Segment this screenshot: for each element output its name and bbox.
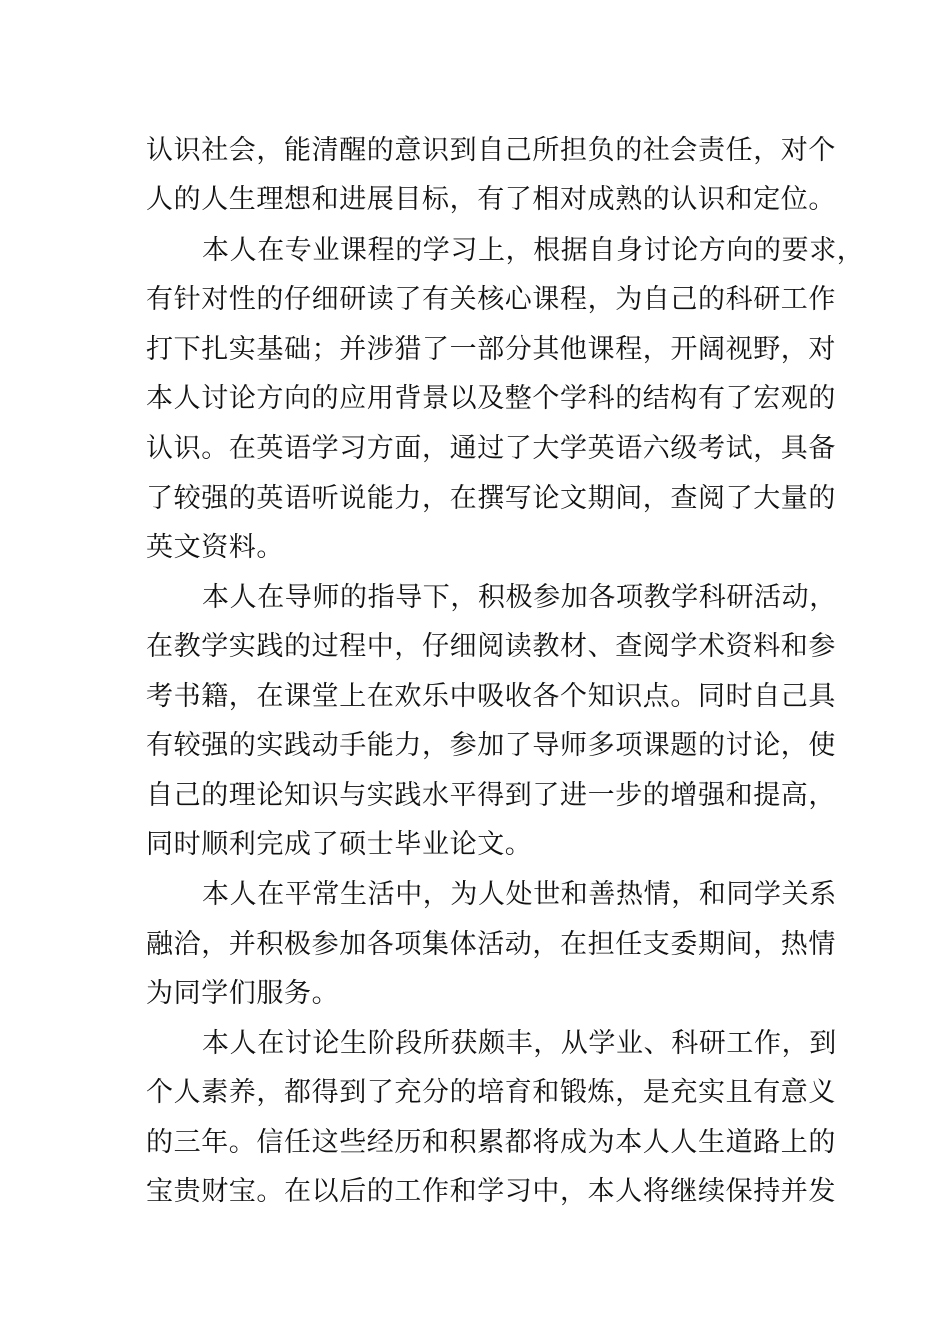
text-line: 的三年。信任这些经历和积累都将成为本人人生道路上的 [146,1127,836,1158]
text-line: 考书籍，在课堂上在欢乐中吸收各个知识点。同时自己具 [146,681,836,712]
paragraph-first-line: 本人在讨论生阶段所获颇丰，从学业、科研工作，到 [202,1028,837,1059]
text-line: 本人讨论方向的应用背景以及整个学科的结构有了宏观的 [146,383,836,414]
text-line: 人的人生理想和进展目标，有了相对成熟的认识和定位。 [146,184,836,215]
text-line: 宝贵财宝。在以后的工作和学习中，本人将继续保持并发 [146,1176,836,1207]
text-line: 为同学们服务。 [146,978,340,1009]
text-line: 认识。在英语学习方面，通过了大学英语六级考试，具备 [146,433,836,464]
text-line: 融洽，并积极参加各项集体活动，在担任支委期间，热情 [146,929,836,960]
text-line: 打下扎实基础；并涉猎了一部分其他课程，开阔视野，对 [146,334,836,365]
text-line: 在教学实践的过程中，仔细阅读教材、查阅学术资料和参 [146,631,836,662]
text-line: 个人素养，都得到了充分的培育和锻炼，是充实且有意义 [146,1077,836,1108]
paragraph-first-line: 本人在导师的指导下，积极参加各项教学科研活动， [202,582,837,613]
text-line: 了较强的英语听说能力，在撰写论文期间，查阅了大量的 [146,483,836,514]
paragraph-first-line: 本人在平常生活中，为人处世和善热情，和同学关系 [202,879,837,910]
text-line: 有针对性的仔细研读了有关核心课程，为自己的科研工作 [146,284,836,315]
paragraph-first-line: 本人在专业课程的学习上，根据自身讨论方向的要求， [202,235,865,266]
text-line: 认识社会，能清醒的意识到自己所担负的社会责任，对个 [146,135,836,166]
text-line: 同时顺利完成了硕士毕业论文。 [146,829,533,860]
text-line: 自己的理论知识与实践水平得到了进一步的增强和提高， [146,780,836,811]
text-line: 有较强的实践动手能力，参加了导师多项课题的讨论，使 [146,730,836,761]
text-line: 英文资料。 [146,532,284,563]
